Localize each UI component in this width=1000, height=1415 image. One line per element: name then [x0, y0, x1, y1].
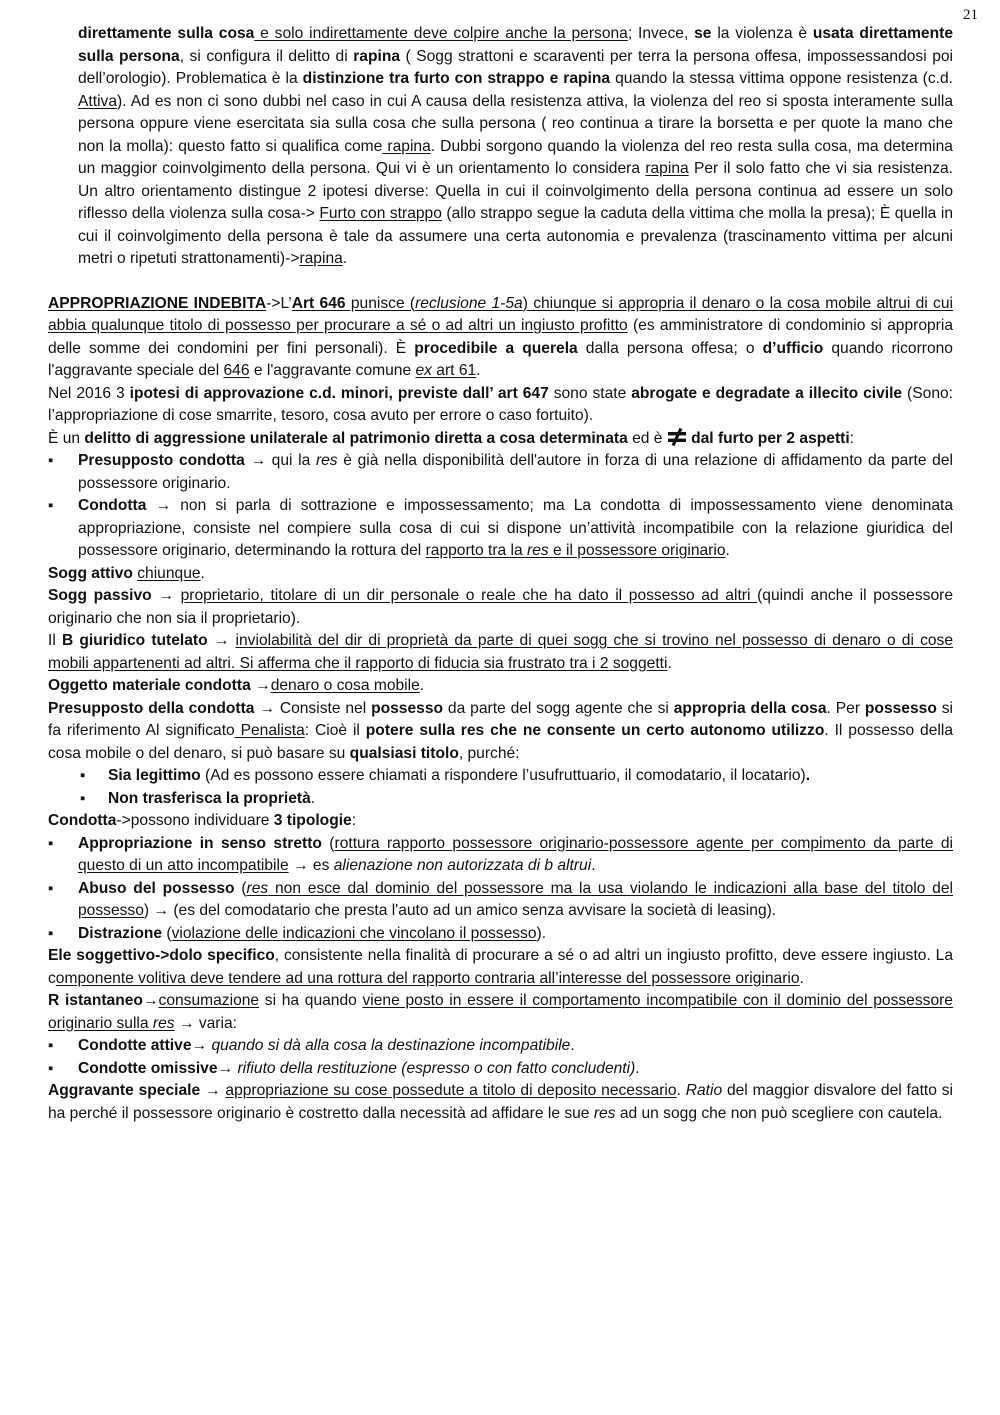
list-item-abuso-possesso: ▪ Abuso del possesso (res non esce dal dominio del possessore ma la usa violando le indicazioni alla base del titolo del possesso) → (es del comodatario che presta l'auto ad un amico senza avvisare la società di leasing).: [48, 878, 953, 923]
paragraph-presupposto-condotta: Presupposto della condotta → Consiste nel possesso da parte del sogg agente che si appropria della cosa. Per possesso si fa riferimento Al significato Penalista: Cioè il potere sulla res che ne consente un certo autonomo utilizzo. Il possesso della cosa mobile o del denaro, si può basare su qualsiasi titolo, purché:: [48, 699, 954, 762]
section-heading: APPROPRIAZIONE INDEBITA: [48, 294, 267, 312]
not-equal-icon: [667, 428, 687, 446]
line-sogg-passivo: Sogg passivo → proprietario, titolare di un dir personale o reale che ha dato il possesso ad altri (quindi anche il possessore originario che non sia il proprietario).: [48, 587, 953, 627]
page-number: 21: [963, 7, 978, 23]
line-bene-giuridico: Il B giuridico tutelato → inviolabilità del dir di proprietà da parte di quei sogg che si trovino nel possesso di denaro o di cose mobili appartenenti ad altri. Si afferma che il rapporto di fiducia sia frustrato tra i 2 soggetti.: [48, 632, 954, 672]
list-item-condotta: ▪ Condotta → non si parla di sottrazione e impossessamento; ma La condotta di impossessamento viene denominata appropriazione, consiste nel compiere sulla cosa di cui si dispone un’attività incompatibile con la relazione giuridica del possessore originario, determinando la rottura del rapporto tra la res e il possessore originario.: [48, 495, 953, 563]
sub-list-item-proprieta: ▪ Non trasferisca la proprietà.: [48, 788, 953, 811]
paragraph-rapina-vs-furto: direttamente sulla cosa e solo indirettamente deve colpire anche la persona; Invece, se la violenza è usata direttamente sulla persona, si configura il delitto di rapina ( Sogg strattoni e scaraventi per terra la persona offesa, impossessandosi poi dell’orologio). Problematica è la distinzione tra furto con strappo e rapina quando la stessa vittima oppone resistenza (c.d. Attiva). Ad es non ci sono dubbi nel caso in cui A causa della resistenza attiva, la violenza del reo si sposta interamente sulla persona oppure viene esercitata sia sulla cosa che sulla persona ( reo continua a tirare la borsetta e per quote la mano che non la molla): questo fatto si qualifica come rapina. Dubbi sorgono quando la violenza del reo resta sulla cosa, ma determina un maggior coinvolgimento della persona. Qui vi è un orientamento lo considera rapina Per il solo fatto che vi sia resistenza. Un altro orientamento distingue 2 ipotesi diverse: Quella in cui il coinvolgimento della persona continua ad essere un solo riflesso della violenza sulla cosa-> Furto con strappo (allo strappo segue la caduta della vittima che molla la presa); È quella in cui il coinvolgimento della persona è tale da assumere una certa autonomia e prevalenza (trascinamento vittima per alcuni metri o ripetuti strattonamenti)->rapina.: [78, 25, 954, 267]
paragraph-2016-abrogate: Nel 2016 3 ipotesi di approvazione c.d. minori, previste dall’ art 647 sono state abrogate e degradate a illecito civile (Sono: l’appropriazione di cose smarrite, tesoro, cosa avuto per errore o caso fortuito).: [48, 384, 954, 424]
list-item-distrazione: ▪ Distrazione (violazione delle indicazioni che vincolano il possesso).: [48, 923, 953, 946]
paragraph-delitto-aggressione: È un delitto di aggressione unilaterale al patrimonio diretta a cosa determinata ed è dal furto per 2 aspetti:: [48, 429, 855, 447]
paragraph-aggravante-speciale: Aggravante speciale → appropriazione su cose possedute a titolo di deposito necessario. Ratio del maggior disvalore del fatto si ha perché il possessore originario è costretto dalla necessità ad affidare le sue res ad un sogg che non può scegliere con cautela.: [48, 1082, 953, 1122]
spacer: [48, 271, 953, 293]
list-item-appropriazione-stretta: ▪ Appropriazione in senso stretto (rottura rapporto possessore originario-possessore agente per compimento da parte di questo di un atto incompatibile → es alienazione non autorizzata di b altrui.: [48, 833, 953, 878]
list-item-presupposto: ▪ Presupposto condotta → qui la res è già nella disponibilità dell'autore in forza di una relazione di affidamento da parte del possessore originario.: [48, 450, 953, 495]
paragraph-elemento-soggettivo: Ele soggettivo->dolo specifico, consistente nella finalità di procurare a sé o ad altri un ingiusto profitto, deve essere ingiusto. La componente volitiva deve tendere ad una rottura del rapporto contraria all’interesse del possessore originario.: [48, 947, 953, 987]
paragraph-appropriazione-indebita: APPROPRIAZIONE INDEBITA->L’Art 646 punisce (reclusione 1-5a) chiunque si appropria il denaro o la cosa mobile altrui di cui abbia qualunque titolo di possesso per procurare a sé o ad altri un ingiusto profitto (es amministratore di condominio si appropria delle somme dei condomini per fini personali). È procedibile a querela dalla persona offesa; o d’ufficio quando ricorrono l'aggravante speciale del 646 e l'aggravante comune ex art 61.: [48, 294, 954, 379]
sub-list-item-legittimo: ▪ Sia legittimo (Ad es possono essere chiamati a rispondere l’usufruttuario, il comodatario, il locatario).: [48, 765, 953, 788]
list-item-condotte-attive: ▪ Condotte attive→ quando si dà alla cosa la destinazione incompatibile.: [48, 1035, 953, 1058]
line-oggetto-materiale: Oggetto materiale condotta →denaro o cosa mobile.: [48, 677, 425, 694]
line-sogg-attivo: Sogg attivo chiunque.: [48, 564, 205, 582]
document-body: [48, 23, 953, 1125]
paragraph-reato-istantaneo: R istantaneo→consumazione si ha quando viene posto in essere il comportamento incompatibile con il dominio del possessore originario sulla res → varia:: [48, 992, 953, 1032]
list-item-condotte-omissive: ▪ Condotte omissive→ rifiuto della restituzione (espresso o con fatto concludenti).: [48, 1058, 953, 1081]
line-condotta-tipologie: Condotta->possono individuare 3 tipologie:: [48, 812, 357, 829]
